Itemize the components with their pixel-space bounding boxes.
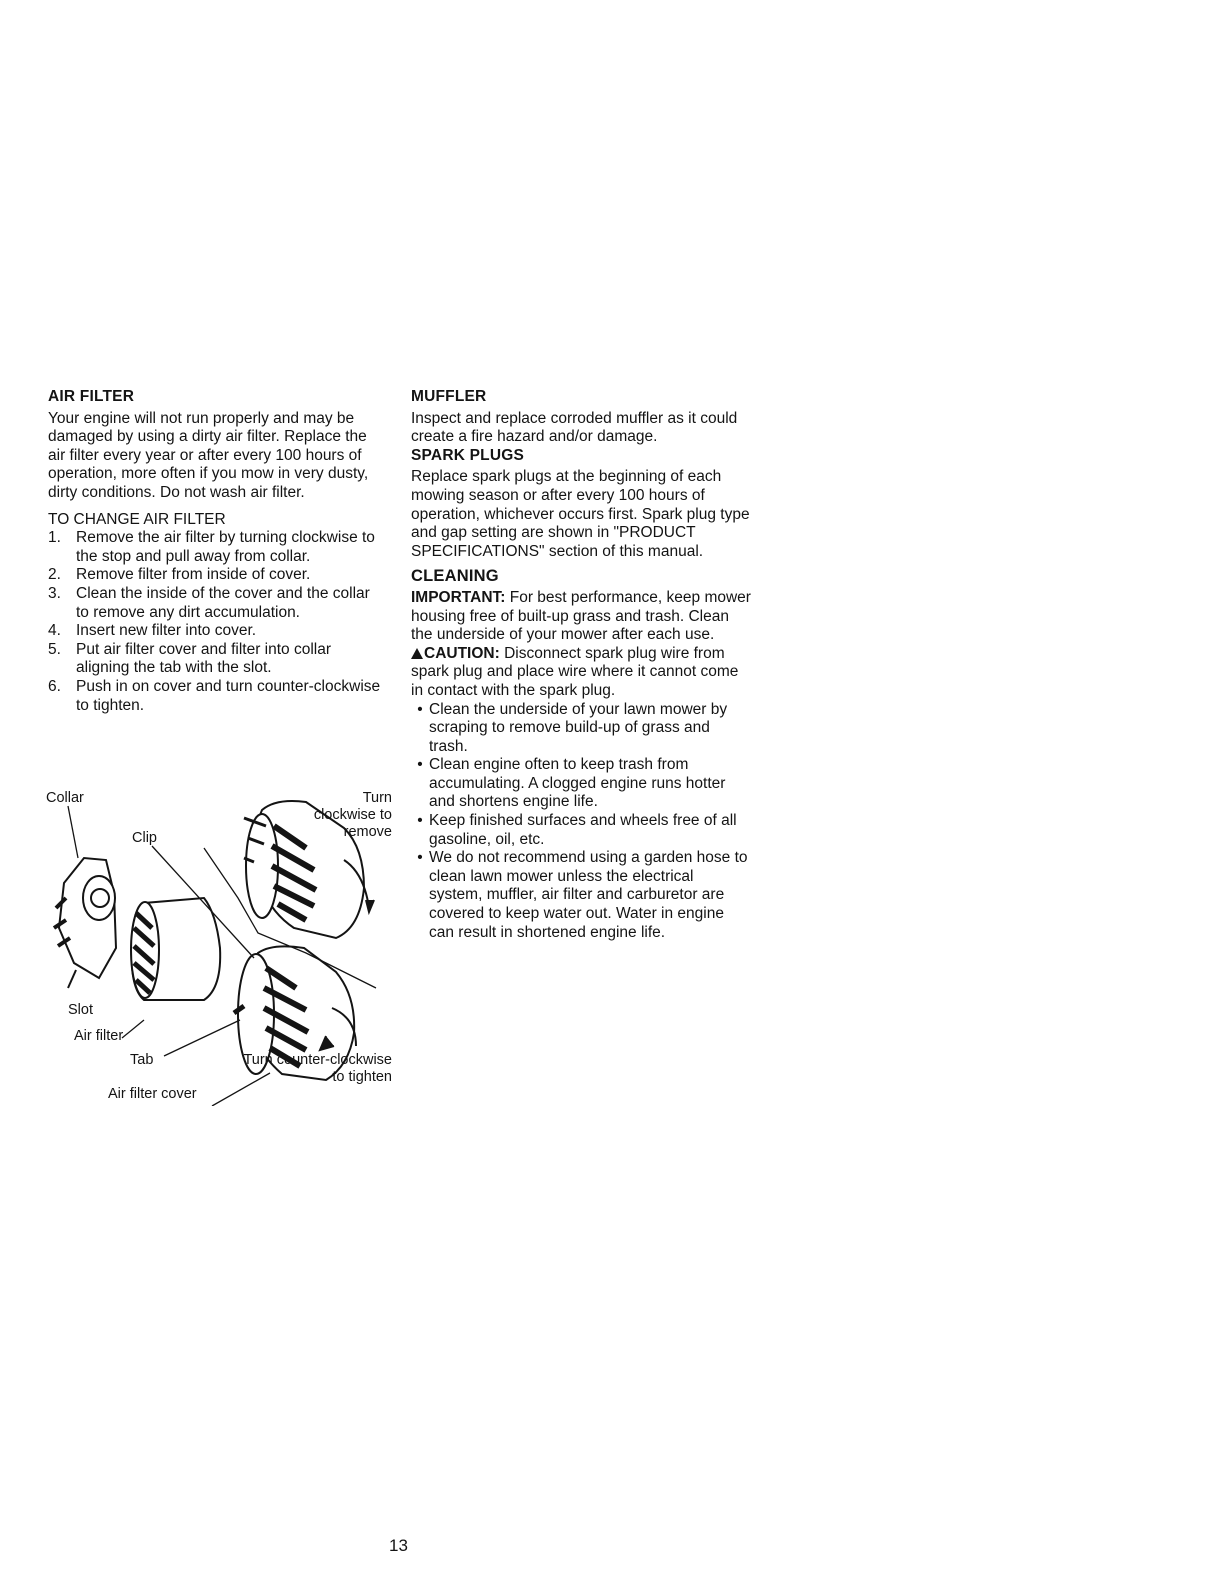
slot-label: Slot bbox=[68, 1002, 93, 1018]
air-filter-heading: AIR FILTER bbox=[48, 388, 135, 405]
air-filter-label: Air filter bbox=[74, 1028, 124, 1044]
collar-drawing bbox=[54, 858, 116, 988]
bullet-icon: • bbox=[417, 812, 423, 830]
step-item: 2. Remove filter from inside of cover. bbox=[48, 566, 311, 584]
spark-plugs-heading: SPARK PLUGS bbox=[411, 446, 525, 464]
turn-counterclockwise-label: Turn counter-clockwise to tighten bbox=[243, 1052, 392, 1085]
muffler-text: Inspect and replace corroded muffler as it could create a fire hazard and/or damage. bbox=[411, 409, 738, 446]
step-item: 1. Remove the air filter by turning clockwise to the stop and pull away from collar. bbox=[48, 529, 375, 565]
step-item: 6. Push in on cover and turn counter-clockwise to tighten. bbox=[48, 677, 381, 714]
air-filter-diagram bbox=[44, 788, 394, 1106]
bullet-icon: • bbox=[417, 700, 423, 718]
spark-plugs-text: Replace spark plugs at the beginning of each mowing season or after every 100 hours of operation, whichever occurs first. Spark plug type and gap setting are shown in "PRODUCT SPECIFICATIONS" section of this manual. bbox=[411, 468, 750, 560]
clip-label: Clip bbox=[132, 830, 157, 846]
right-column bbox=[411, 388, 751, 942]
change-air-filter-subheading: TO CHANGE AIR FILTER bbox=[48, 510, 226, 528]
tab-label: Tab bbox=[130, 1052, 154, 1068]
air-filter-drawing bbox=[131, 898, 220, 1000]
bullet-icon: • bbox=[417, 849, 423, 867]
air-filter-cover-label: Air filter cover bbox=[108, 1086, 197, 1102]
step-item: 3. Clean the inside of the cover and the collar to remove any dirt accumulation. bbox=[48, 584, 370, 621]
air-filter-intro: Your engine will not run properly and may be damaged by using a dirty air filter. Replace the air filter every year or after every 100 hours of operation, more often if you mow in very dusty, dirty conditions. Do not wash air filter. bbox=[48, 409, 369, 501]
caution-triangle-icon bbox=[411, 648, 423, 659]
cleaning-bullets bbox=[411, 701, 751, 943]
list-item: • Clean engine often to keep trash from accumulating. A clogged engine runs hotter and shortens engine life. bbox=[411, 756, 751, 812]
left-column bbox=[48, 388, 384, 715]
cleaning-caution: CAUTION: Disconnect spark plug wire from spark plug and place wire where it cannot come in contact with the spark plug. bbox=[411, 644, 739, 699]
cleaning-important: IMPORTANT: For best performance, keep mower housing free of built-up grass and trash. Clean the underside of your mower after each use. bbox=[411, 588, 751, 644]
step-item: 5. Put air filter cover and filter into collar aligning the tab with the slot. bbox=[48, 640, 331, 677]
list-item: • We do not recommend using a garden hose to clean lawn mower unless the electrical system, muffler, air filter and carburetor are covered to keep water out. Water in engine can result in shortened engine life. bbox=[411, 849, 751, 942]
cleaning-heading: CLEANING bbox=[411, 567, 499, 586]
list-item: • Clean the underside of your lawn mower by scraping to remove build-up of grass and trash. bbox=[411, 701, 751, 757]
step-item: 4. Insert new filter into cover. bbox=[48, 622, 257, 640]
list-item: • Keep finished surfaces and wheels free of all gasoline, oil, etc. bbox=[411, 812, 751, 849]
muffler-heading: MUFFLER bbox=[411, 388, 487, 405]
collar-label: Collar bbox=[46, 790, 84, 806]
page-number: 13 bbox=[389, 1536, 408, 1555]
air-filter-steps bbox=[48, 529, 384, 715]
bullet-icon: • bbox=[417, 756, 423, 774]
turn-clockwise-label: Turn clockwise to remove bbox=[313, 790, 392, 840]
